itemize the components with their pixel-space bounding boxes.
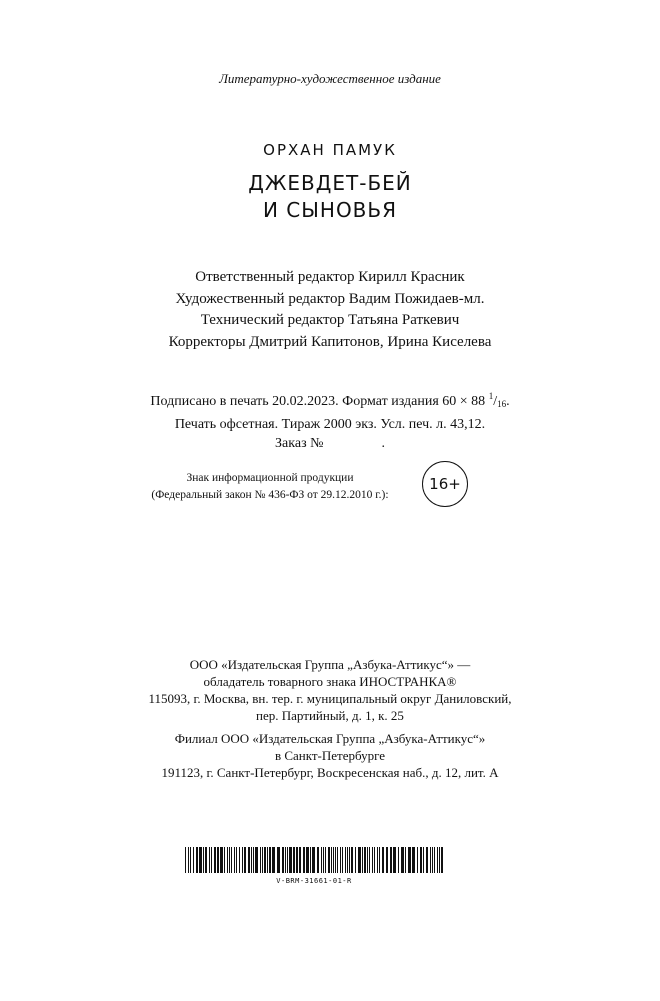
print-line: Подписано в печать 20.02.2023. Формат издания 60 × 88 $^1$/16. <box>150 391 510 409</box>
title-line: ДЖЕВДЕТ-БЕЙ <box>248 171 412 195</box>
author-name: ОРХАН ПАМУК <box>263 141 397 159</box>
fraction-denominator: 16 <box>497 399 507 409</box>
publisher-line: ООО «Издательская Группа „Азбука-Аттикус“» — <box>189 657 471 672</box>
publisher-line: 115093, г. Москва, вн. тер. г. муниципальный округ Даниловский, <box>148 691 512 706</box>
title-line: И СЫНОВЬЯ <box>262 198 398 222</box>
print-details <box>0 387 660 454</box>
branch-line: 191123, г. Санкт-Петербург, Воскресенская наб., д. 12, лит. А <box>161 765 499 780</box>
print-format-text: Подписано в печать 20.02.2023. Формат издания 60 × 88 <box>150 394 486 409</box>
fraction-numerator: 1 <box>488 391 494 401</box>
barcode <box>185 847 443 885</box>
order-end: . <box>381 436 385 451</box>
editor-line: Корректоры Дмитрий Капитонов, Ирина Киселева <box>168 333 492 350</box>
branch-line: в Санкт-Петербурге <box>274 748 386 763</box>
edition-type: Литературно-художественное издание <box>219 71 441 86</box>
print-line: Печать офсетная. Тираж 2000 экз. Усл. печ. л. 43,12. <box>174 416 486 432</box>
publisher-line: пер. Партийный, д. 1, к. 25 <box>256 708 404 723</box>
editor-line: Художественный редактор Вадим Пожидаев-мл. <box>175 290 485 307</box>
branch-line: Филиал ООО «Издательская Группа „Азбука-Аттикус“» <box>174 731 486 746</box>
info-sign-line: (Федеральный закон № 436-ФЗ от 29.12.2010 г.): <box>151 489 389 501</box>
barcode-icon <box>185 847 443 873</box>
info-sign-text <box>120 470 420 504</box>
info-sign-line: Знак информационной продукции <box>186 472 354 484</box>
order-line <box>0 434 660 454</box>
editor-line: Ответственный редактор Кирилл Красник <box>195 269 465 285</box>
age-rating-badge: 16+ <box>422 461 468 507</box>
order-label: Заказ № <box>275 436 324 451</box>
publisher-line: обладатель товарного знака ИНОСТРАНКА® <box>203 674 457 689</box>
book-title <box>0 170 660 224</box>
publisher-info <box>0 656 660 781</box>
barcode-code: V-BRM-31661-01-R <box>276 877 352 885</box>
editor-line: Технический редактор Татьяна Раткевич <box>200 312 460 328</box>
editors-list <box>0 267 660 353</box>
